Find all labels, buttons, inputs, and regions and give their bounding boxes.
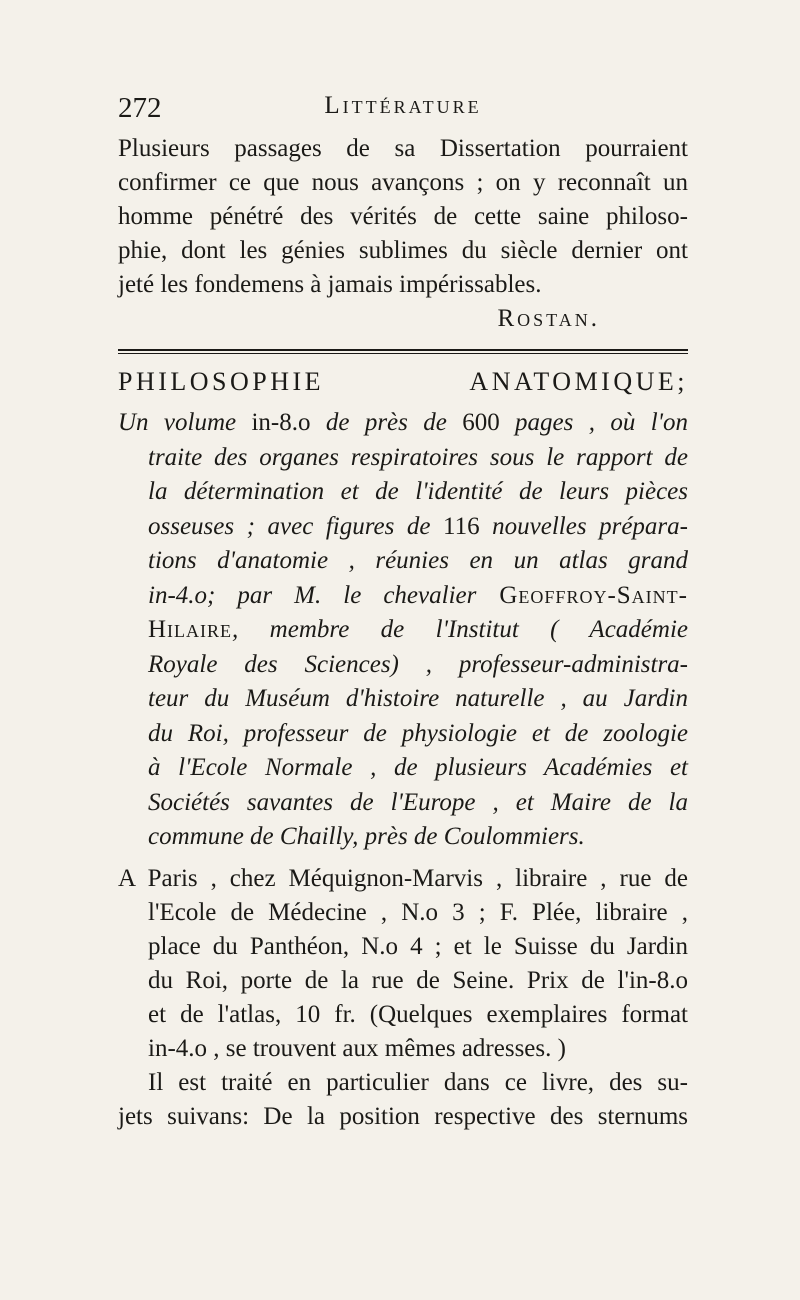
description-line: traite des organes respiratoires sous le rapport de [148, 443, 688, 471]
description-line: Sociétés savantes de l'Europe , et Maire de la [148, 788, 688, 816]
body-line: jets suivans: De la position respective des sternums [118, 1103, 688, 1130]
body-line: Il est traité en particulier dans ce livre, des su- [148, 1069, 688, 1096]
intro-line: jeté les fondemens à jamais impérissables. [118, 271, 542, 298]
publisher-line: l'Ecole de Médecine , N.o 3 ; F. Plée, libraire , [148, 899, 688, 926]
description-line: du Roi, professeur de physiologie et de zoologie [148, 719, 688, 747]
intro-line: confirmer ce que nous avançons ; on y reconnaît un [118, 169, 688, 196]
intro-paragraph [118, 132, 688, 336]
description-line: in-4.o; par M. le chevalier Geoffroy-Saint- [148, 581, 688, 609]
publisher-info [118, 862, 688, 1066]
description-line: Hilaire, membre de l'Institut ( Académie [148, 616, 688, 643]
description-line: teur du Muséum d'histoire naturelle , au Jardin [148, 685, 688, 712]
running-head: Littérature [324, 92, 482, 119]
publisher-line: du Roi, porte de la rue de Seine. Prix de l'in-8.o [148, 967, 688, 994]
description-line: Royale des Sciences) , professeur-administra- [148, 650, 688, 678]
section-divider [118, 348, 688, 356]
description-line: la détermination et de l'identité de leurs pièces [148, 478, 688, 505]
signature: Rostan. [497, 305, 600, 332]
section-title: PHILOSOPHIE ANATOMIQUE; [118, 367, 688, 396]
publisher-line: in-4.o , se trouvent aux mêmes adresses. ) [148, 1035, 566, 1062]
intro-line: Plusieurs passages de sa Dissertation pourraient [118, 135, 688, 162]
publisher-line: place du Panthéon, N.o 4 ; et le Suisse du Jardin [148, 933, 688, 960]
description-line: commune de Chailly, près de Coulommiers. [148, 823, 585, 850]
description-line: tions d'anatomie , réunies en un atlas grand [148, 547, 688, 574]
intro-line: homme pénétré des vérités de cette saine philoso- [118, 203, 688, 230]
publisher-line: A Paris , chez Méquignon-Marvis , libraire , rue de [118, 865, 688, 892]
description-line: à l'Ecole Normale , de plusieurs Académies et [148, 754, 688, 781]
description-line: osseuses ; avec figures de 116 nouvelles prépara- [148, 512, 688, 540]
page-header [118, 92, 688, 132]
body-paragraph [118, 1066, 688, 1134]
intro-line: phie, dont les génies sublimes du siècle dernier ont [118, 237, 688, 264]
page-number: 272 [118, 92, 162, 124]
description-line: Un volume in-8.o de près de 600 pages , où l'on [118, 409, 688, 436]
publisher-line: et de l'atlas, 10 fr. (Quelques exemplaires format [148, 1001, 688, 1028]
book-description [118, 406, 688, 855]
